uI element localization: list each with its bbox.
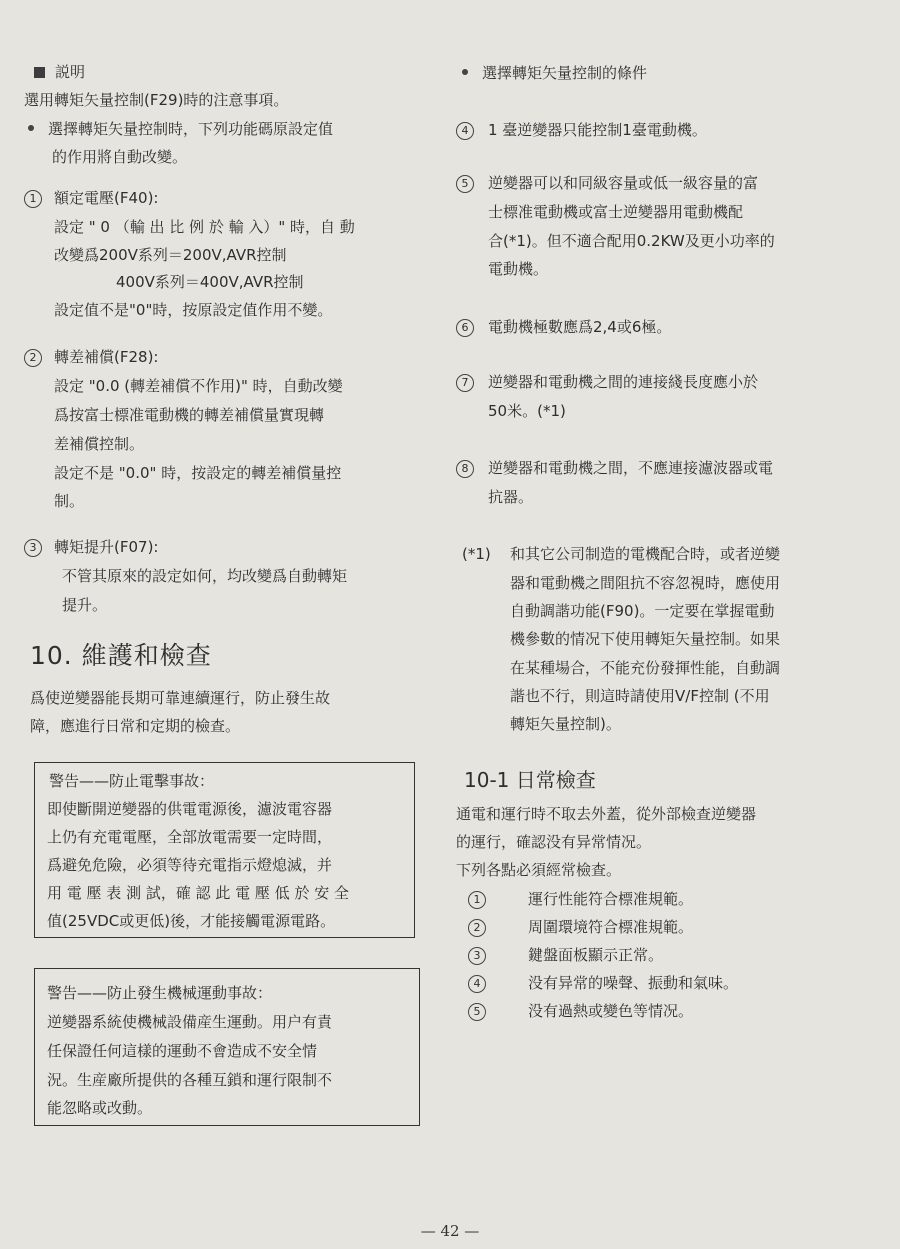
item1-line-4: 設定值不是"0"時，按原設定值作用不變。 xyxy=(54,301,333,319)
item2-title-row xyxy=(24,347,158,367)
item1-title-row xyxy=(24,188,158,208)
section-10-line-1: 爲使逆變器能長期可靠連續運行，防止發生故 xyxy=(30,689,331,707)
item2-line-1: 設定 "0.0 (轉差補償不作用)" 時，自動改變 xyxy=(54,377,343,395)
item5-line-4: 電動機。 xyxy=(488,260,549,278)
warning1-line-2: 即使斷開逆變器的供電電源後，濾波電容器 xyxy=(47,800,333,818)
item8-line-1: 逆變器和電動機之間，不應連接濾波器或電 xyxy=(488,459,774,477)
item1-line-3: 400V系列＝400V,AVR控制 xyxy=(116,273,304,291)
bullet-dot-icon xyxy=(28,125,34,131)
check-item-5: 没有過熱或變色等情况。 xyxy=(528,1002,694,1020)
note-line-3: 自動調諧功能(F90)。一定要在掌握電動 xyxy=(510,602,775,620)
item6-line-1: 電動機極數應爲2,4或6極。 xyxy=(488,318,672,336)
note-line-2: 器和電動機之間阻抗不容忽視時，應使用 xyxy=(510,574,781,592)
warning1-line-3: 上仍有充電電壓，全部放電需要一定時間， xyxy=(47,828,333,846)
section-10-title: 10. 維護和檢查 xyxy=(30,641,212,670)
warning1-line-1: 警告——防止電擊事故： xyxy=(49,772,215,790)
warning2-line-3: 任保證任何這樣的運動不會造成不安全情 xyxy=(47,1042,318,1060)
circled-number: 4 xyxy=(468,975,486,993)
item7-line-1: 逆變器和電動機之間的連接綫長度應小於 xyxy=(488,373,759,391)
bullet-line-2: 的作用將自動改變。 xyxy=(52,148,188,166)
circled-number: 8 xyxy=(456,460,474,478)
page-number: — 42 — xyxy=(420,1222,480,1240)
warning2-line-1: 警告——防止發生機械運動事故： xyxy=(47,984,273,1002)
circled-number: 2 xyxy=(468,919,486,937)
item1-line-2: 改變爲200V系列＝200V,AVR控制 xyxy=(54,246,287,264)
circled-number: 7 xyxy=(456,374,474,392)
circled-number: 3 xyxy=(468,947,486,965)
item2-line-5: 制。 xyxy=(54,492,85,510)
item2-line-3: 差補償控制。 xyxy=(54,435,145,453)
check-item-4: 没有异常的噪聲、振動和氣味。 xyxy=(528,974,739,992)
note-line-5: 在某種場合，不能充份發揮性能，自動調 xyxy=(510,659,781,677)
item5-line-1: 逆變器可以和同級容量或低一級容量的富 xyxy=(488,174,759,192)
note-mark: (*1) xyxy=(462,545,491,563)
check-item-2: 周圍環境符合標准規範。 xyxy=(528,918,694,936)
warning1-line-4: 爲避免危險，必須等待充電指示燈熄滅，并 xyxy=(47,856,333,874)
warning2-line-5: 能忽略或改動。 xyxy=(47,1099,153,1117)
warning1-line-5: 用 電 壓 表 測 試，確 認 此 電 壓 低 於 安 全 xyxy=(47,884,349,902)
item3-title: 轉矩提升(F07): xyxy=(54,538,159,556)
check-item-1: 運行性能符合標准規範。 xyxy=(528,890,694,908)
circled-number: 3 xyxy=(24,539,42,557)
note-line-1: 和其它公司制造的電機配合時，或者逆變 xyxy=(510,545,781,563)
warning2-line-4: 況。生産廠所提供的各種互鎖和運行限制不 xyxy=(47,1071,333,1089)
section-10-1-title: 10-1 日常檢查 xyxy=(464,768,596,792)
item1-line-1: 設定 " 0 （輸 出 比 例 於 輸 入）" 時，自 動 xyxy=(54,218,355,236)
warning-box-electric-shock xyxy=(34,762,415,938)
item8-line-2: 抗器。 xyxy=(488,488,534,506)
explain-title: 説明 xyxy=(55,63,86,81)
item4-line-1: 1 臺逆變器只能控制1臺電動機。 xyxy=(488,121,707,139)
note-line-6: 諧也不行，則這時請使用V/F控制 (不用 xyxy=(510,687,770,705)
section-10-1-line-3: 下列各點必須經常檢查。 xyxy=(456,861,622,879)
section-10-1-line-2: 的運行，確認没有异常情况。 xyxy=(456,833,652,851)
circled-number: 5 xyxy=(468,1003,486,1021)
circled-number: 1 xyxy=(468,891,486,909)
item2-title: 轉差補償(F28): xyxy=(54,348,159,366)
warning1-line-6: 值(25VDC或更低)後，才能接觸電源電路。 xyxy=(47,912,336,930)
item7-line-2: 50米。(*1) xyxy=(488,402,566,420)
item5-line-2: 士標准電動機或富士逆變器用電動機配 xyxy=(488,203,744,221)
check-item-3: 鍵盤面板顯示正常。 xyxy=(528,946,664,964)
square-bullet-icon xyxy=(34,67,45,78)
bullet-dot-icon xyxy=(462,69,468,75)
bullet-line-1: 選擇轉矩矢量控制時，下列功能碼原設定值 xyxy=(28,119,333,139)
warning-box-mechanical xyxy=(34,968,420,1126)
circled-number: 6 xyxy=(456,319,474,337)
section-10-1-line-1: 通電和運行時不取去外蓋，從外部檢查逆變器 xyxy=(456,805,757,823)
item3-title-row xyxy=(24,537,158,557)
item3-line-1: 不管其原來的設定如何，均改變爲自動轉矩 xyxy=(62,567,348,585)
circled-number: 2 xyxy=(24,349,42,367)
item3-line-2: 提升。 xyxy=(62,596,108,614)
section-10-line-2: 障，應進行日常和定期的檢查。 xyxy=(30,717,241,735)
circled-number: 1 xyxy=(24,190,42,208)
intro-text: 選用轉矩矢量控制(F29)時的注意事項。 xyxy=(24,91,289,109)
note-line-7: 轉矩矢量控制)。 xyxy=(510,715,621,733)
item1-title: 額定電壓(F40): xyxy=(54,189,159,207)
conditions-heading: 選擇轉矩矢量控制的條件 xyxy=(462,63,647,83)
explain-heading xyxy=(34,62,85,82)
note-line-4: 機參數的情况下使用轉矩矢量控制。如果 xyxy=(510,630,781,648)
circled-number: 5 xyxy=(456,175,474,193)
circled-number: 4 xyxy=(456,122,474,140)
item2-line-2: 爲按富士標准電動機的轉差補償量實現轉 xyxy=(54,406,325,424)
warning2-line-2: 逆變器系統使機械設備産生運動。用户有責 xyxy=(47,1013,333,1031)
item2-line-4: 設定不是 "0.0" 時，按設定的轉差補償量控 xyxy=(54,464,342,482)
item5-line-3: 合(*1)。但不適合配用0.2KW及更小功率的 xyxy=(488,232,775,250)
